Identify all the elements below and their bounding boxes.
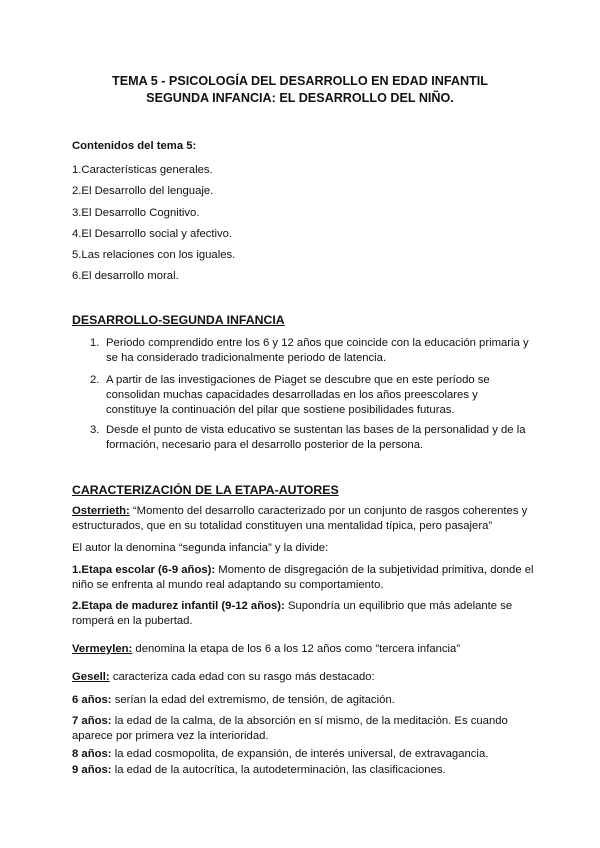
list-number: 3. <box>90 424 100 436</box>
contents-item: 1.Características generales. <box>72 164 213 176</box>
contents-item: 6.El desarrollo moral. <box>72 270 179 282</box>
numbered-list-item <box>90 423 530 453</box>
stage-label: 1.Etapa escolar (6-9 años): <box>72 564 216 576</box>
age-label: 7 años: <box>72 715 112 727</box>
age-text: la edad de la autocrítica, la autodeterminación, las clasificaciones. <box>111 764 446 776</box>
vermeylen-paragraph <box>72 642 534 657</box>
stage-label: 2.Etapa de madurez infantil (9-12 años): <box>72 600 285 612</box>
list-number: 2. <box>90 374 100 386</box>
contents-item: 3.El Desarrollo Cognitivo. <box>72 207 200 219</box>
divide-sentence: El autor la denomina “segunda infancia” y la divide: <box>72 542 329 554</box>
document-title <box>0 73 600 107</box>
contents-item: 4.El Desarrollo social y afectivo. <box>72 228 233 240</box>
contents-item: 2.El Desarrollo del lenguaje. <box>72 185 214 197</box>
section-heading-desarrollo: DESARROLLO-SEGUNDA INFANCIA <box>72 313 285 327</box>
section-heading-caracterizacion: CARACTERIZACIÓN DE LA ETAPA-AUTORES <box>72 483 339 497</box>
author-name: Gesell: <box>72 671 110 683</box>
gesell-paragraph <box>72 670 534 685</box>
stage-escolar <box>72 563 534 593</box>
author-name: Osterrieth: <box>72 505 130 517</box>
age-entry <box>72 747 534 762</box>
age-text: serían la edad del extremismo, de tensión, de agitación. <box>111 694 395 706</box>
numbered-list-item <box>90 336 530 366</box>
title-line-2: SEGUNDA INFANCIA: EL DESARROLLO DEL NIÑO. <box>146 91 454 105</box>
age-entry <box>72 693 534 708</box>
age-label: 9 años: <box>72 764 112 776</box>
age-text: la edad cosmopolita, de expansión, de interés universal, de extravagancia. <box>111 748 489 760</box>
author-text: denomina la etapa de los 6 a los 12 años como ”tercera infancia” <box>132 643 461 655</box>
stage-text: Supondría un equilibrio que más adelante se romperá en la pubertad. <box>72 600 513 627</box>
age-label: 8 años: <box>72 748 112 760</box>
stage-text: Momento de disgregación de la subjetividad primitiva, donde el niño se enfrenta al mundo real adaptando su comportamiento. <box>72 564 534 591</box>
osterrieth-paragraph <box>72 504 534 534</box>
list-number: 1. <box>90 337 100 349</box>
age-label: 6 años: <box>72 694 112 706</box>
list-text: Desde el punto de vista educativo se sustentan las bases de la personalidad y de la formación, necesario para el desarrollo posterior de la persona. <box>106 424 526 451</box>
list-text: A partir de las investigaciones de Piaget se descubre que en este período se consolidan muchas capacidades desarrolladas en los años preescolares y constituye la continuación del pilar que sostiene posibilidades futuras. <box>106 374 490 416</box>
age-entry <box>72 714 534 744</box>
contents-heading: Contenidos del tema 5: <box>72 140 197 152</box>
age-entry <box>72 763 534 778</box>
list-text: Periodo comprendido entre los 6 y 12 años que coincide con la educación primaria y se ha considerado tradicionalmente periodo de latencia. <box>106 337 529 364</box>
author-text: caracteriza cada edad con su rasgo más destacado: <box>109 671 375 683</box>
age-text: la edad de la calma, de la absorción en sí mismo, de la meditación. Es cuando aparece por primera vez la interioridad. <box>72 715 508 742</box>
contents-item: 5.Las relaciones con los iguales. <box>72 249 236 261</box>
title-line-1: TEMA 5 - PSICOLOGÍA DEL DESARROLLO EN EDAD INFANTIL <box>112 74 488 88</box>
stage-madurez <box>72 599 534 629</box>
numbered-list-item <box>90 373 530 418</box>
author-name: Vermeylen: <box>72 643 133 655</box>
author-quote: “Momento del desarrollo caracterizado por un conjunto de rasgos coherentes y estructurados, que en su totalidad constituyen una mentalidad típica, pero pasajera” <box>72 505 528 532</box>
